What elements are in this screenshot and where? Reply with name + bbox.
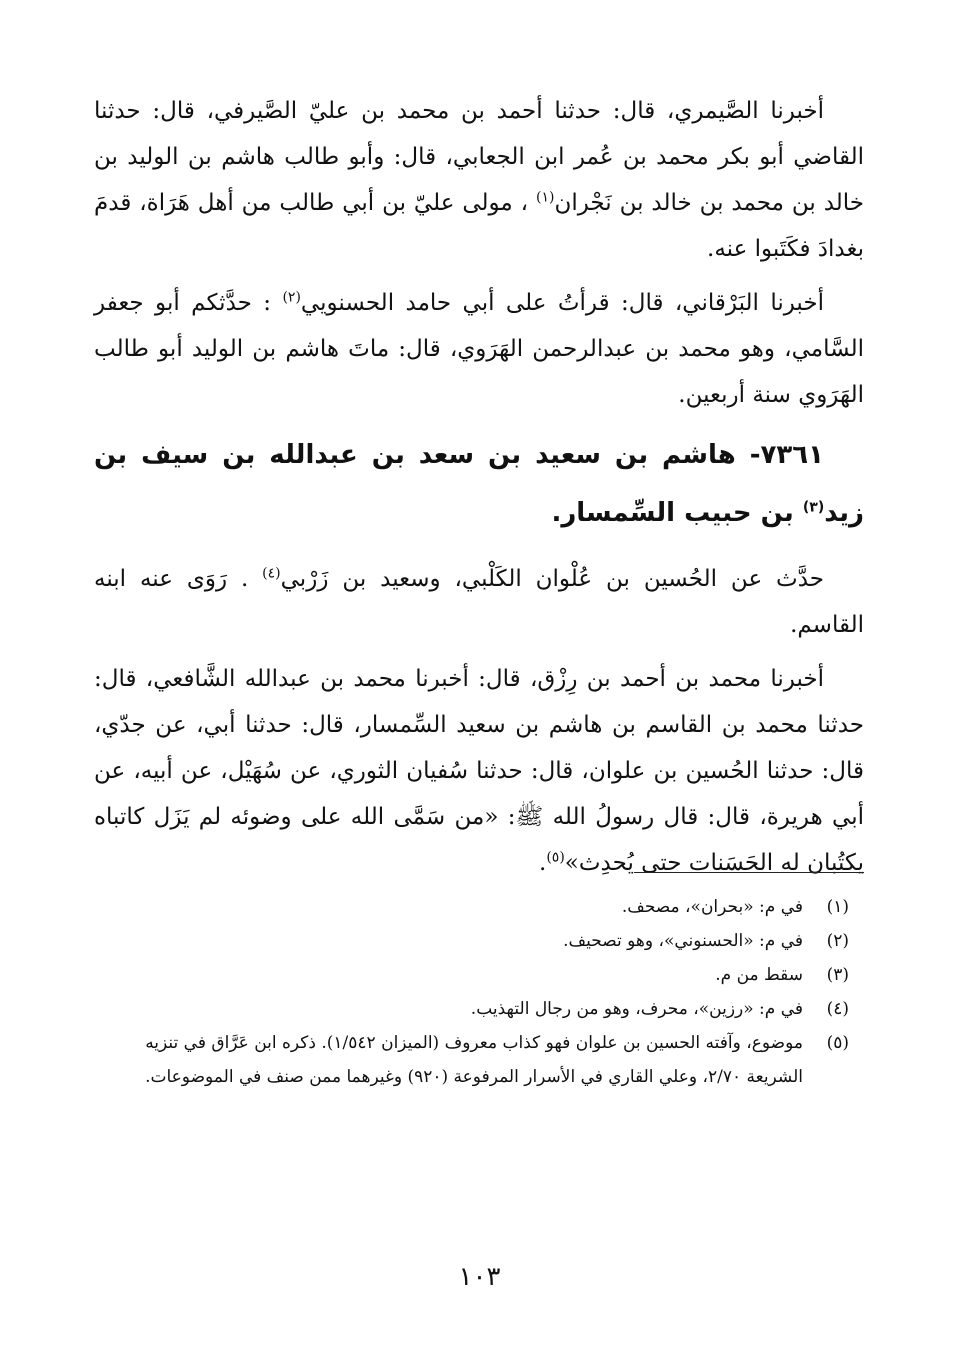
entry-heading-tail: بن حبيب السِّمسار. bbox=[551, 498, 794, 528]
footnote-number: (١) bbox=[826, 897, 849, 917]
paragraph-4-tail: . bbox=[539, 850, 547, 876]
paragraph-1 bbox=[94, 88, 864, 272]
paragraph-2-text: أخبرنا البَرْقاني، قال: قرأتُ على أبي حامد الحسنويي bbox=[300, 290, 824, 316]
footnote-3 bbox=[109, 958, 849, 992]
paragraph-3 bbox=[94, 556, 864, 648]
footnote-1 bbox=[109, 890, 849, 924]
footnotes bbox=[109, 890, 849, 1094]
footnote-ref-1: (١) bbox=[535, 189, 555, 206]
footnote-ref-5: (٥) bbox=[546, 849, 565, 866]
footnote-text: في م: «الحسنوني»، وهو تصحيف. bbox=[563, 931, 803, 951]
footnote-ref-3: (٣) bbox=[802, 499, 825, 516]
footnote-separator bbox=[634, 872, 864, 873]
footnote-4 bbox=[109, 992, 849, 1026]
paragraph-4 bbox=[94, 656, 864, 886]
footnote-ref-4: (٤) bbox=[262, 565, 281, 582]
paragraph-3-text: حدَّث عن الحُسين بن عُلْوان الكَلْبي، وسعيد بن زَرْبي bbox=[280, 566, 825, 592]
footnote-5 bbox=[109, 1026, 849, 1094]
paragraph-1-text: أخبرنا الصَّيمري، قال: حدثنا أحمد بن محمد بن عليّ الصَّيرفي، قال: حدثنا القاضي أبو بكر محمد بن عُمر ابن الجعابي، قال: وأبو طالب هاشم بن الوليد بن خالد بن محمد بن خالد بن نَجْران bbox=[94, 98, 864, 216]
footnote-number: (٣) bbox=[826, 965, 849, 985]
footnote-text: موضوع، وآفته الحسين بن علوان فهو كذاب معروف (الميزان ١/٥٤٢). ذكره ابن عَرَّاق في تنزيه الشريعة ٢/٧٠، وعلي القاري في الأسرار المرفوعة (٩٢٠) وغيرهما ممن صنف في الموضوعات. bbox=[145, 1033, 803, 1087]
paragraph-1-tail: ، مولى عليّ بن أبي طالب من أهل هَرَاة، قدمَ بغدادَ فكَتَبوا عنه. bbox=[94, 190, 864, 262]
paragraph-4-text: أخبرنا محمد بن أحمد بن رِزْق، قال: أخبرنا محمد بن عبدالله الشَّافعي، قال: حدثنا محمد بن القاسم بن هاشم بن سعيد السِّمسار، قال: حدثنا أبي، عن جدّي، قال: حدثنا الحُسين بن علوان، قال: حدثنا سُفيان الثوري، عن سُهَيْل، عن أبيه، عن أبي هريرة، قال: قال رسولُ الله ﷺ: «من سَمَّى الله على وضوئه لم يَزَل كاتباه يكتُبان له الحَسَنات حتى يُحدِث» bbox=[94, 666, 864, 876]
footnote-number: (٤) bbox=[826, 999, 849, 1019]
footnote-number: (٥) bbox=[826, 1033, 849, 1053]
footnote-2 bbox=[109, 924, 849, 958]
footnote-text: في م: «بحران»، مصحف. bbox=[621, 897, 803, 917]
paragraph-2 bbox=[94, 280, 864, 418]
entry-heading-text: ٧٣٦١- هاشم بن سعيد بن سعد بن عبدالله بن سيف بن زيد bbox=[94, 440, 864, 528]
footnote-text: في م: «رزين»، محرف، وهو من رجال التهذيب. bbox=[470, 999, 803, 1019]
footnote-ref-2: (٢) bbox=[282, 289, 301, 306]
paragraph-2-tail: : حدَّثكم أبو جعفر السَّامي، وهو محمد بن عبدالرحمن الهَرَوي، قال: ماتَ هاشم بن الوليد أبو طالب الهَرَوي سنة أربعين. bbox=[94, 290, 864, 408]
main-text bbox=[94, 88, 864, 894]
paragraph-3-tail: . رَوَى عنه ابنه القاسم. bbox=[94, 566, 864, 638]
entry-heading bbox=[94, 426, 864, 542]
footnote-number: (٢) bbox=[826, 931, 849, 951]
footnote-text: سقط من م. bbox=[715, 965, 803, 985]
page-number: ١٠٣ bbox=[458, 1262, 501, 1292]
